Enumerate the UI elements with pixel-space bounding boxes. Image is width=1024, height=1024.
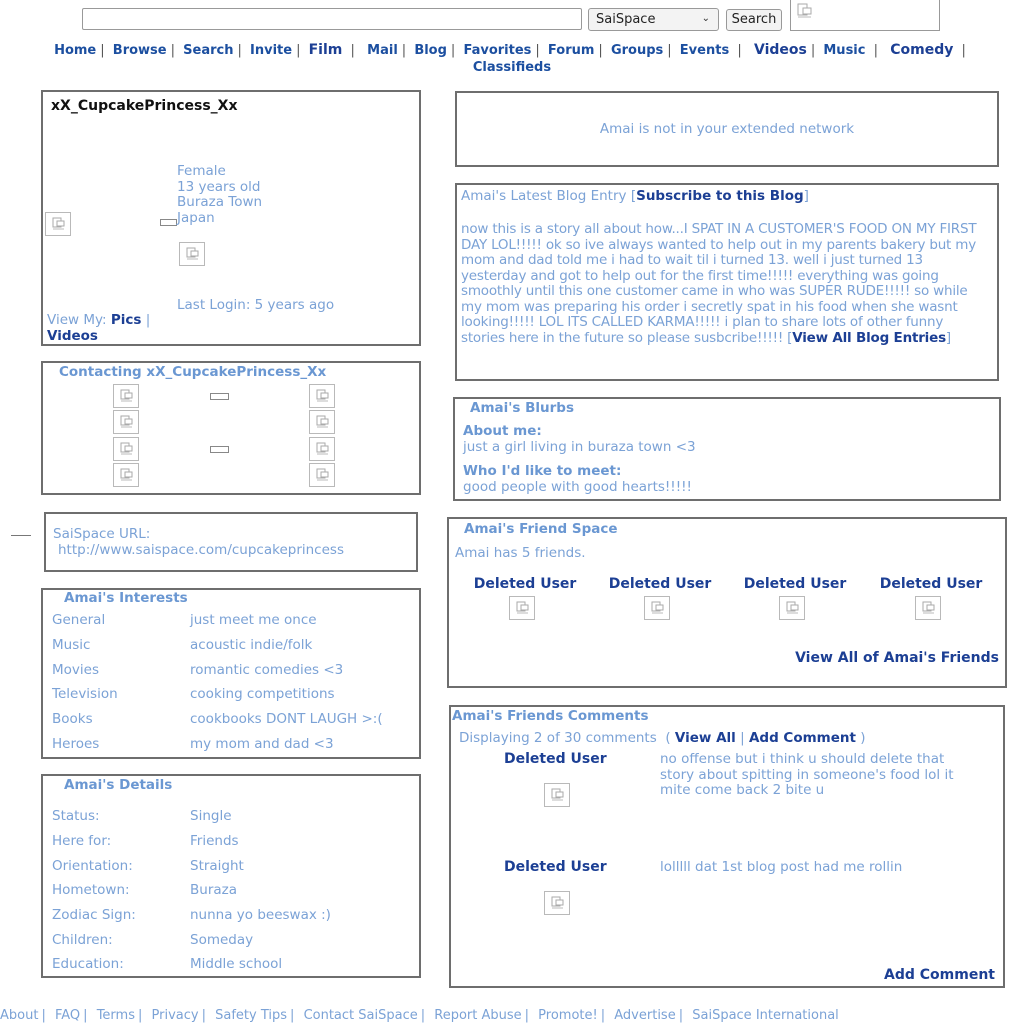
friend-name-link[interactable]: Deleted User — [879, 576, 983, 592]
view-all-comments-link[interactable]: View All — [674, 730, 736, 746]
detail-row — [52, 853, 331, 878]
footer-international[interactable]: SaiSpace International — [692, 1008, 839, 1023]
nav-music[interactable]: Music — [823, 43, 866, 58]
interest-value: my mom and dad <3 — [190, 735, 334, 752]
nav-home[interactable]: Home — [54, 43, 97, 58]
comment-author-photo[interactable] — [544, 783, 570, 807]
view-all-blog-link[interactable]: View All Blog Entries — [792, 329, 946, 346]
add-to-favorites-button[interactable] — [309, 437, 335, 461]
broken-image-icon — [316, 389, 330, 403]
nav-separator: | — [598, 43, 603, 58]
broken-image-icon — [316, 415, 330, 429]
nav-blog[interactable]: Blog — [414, 43, 447, 58]
friend-photo[interactable] — [915, 596, 941, 620]
footer-privacy[interactable]: Privacy — [151, 1008, 199, 1023]
comments-summary — [459, 730, 866, 746]
interest-row — [52, 682, 383, 707]
footer-safety-tips[interactable]: Safety Tips — [215, 1008, 288, 1023]
link-separator: | — [740, 730, 745, 746]
broken-image-icon — [120, 468, 134, 482]
nav-favorites[interactable]: Favorites — [463, 43, 532, 58]
comment-item — [451, 751, 1001, 851]
footer-report-abuse[interactable]: Report Abuse — [434, 1008, 522, 1023]
broken-image-icon — [52, 217, 66, 231]
footer-separator: | — [290, 1008, 295, 1023]
nav-film[interactable]: Film — [308, 42, 343, 58]
interest-label: Music — [52, 637, 91, 654]
bracket-open: [ — [630, 188, 637, 204]
view-my-links — [47, 312, 150, 344]
comment-author-link[interactable]: Deleted User — [504, 859, 607, 875]
friend-space-box — [447, 517, 1007, 688]
interest-row — [52, 633, 383, 658]
profile-url[interactable]: http://www.saispace.com/cupcakeprincess — [58, 542, 344, 558]
nav-groups[interactable]: Groups — [610, 43, 664, 58]
friend-count: Amai has 5 friends. — [455, 545, 586, 561]
profile-country: Japan — [177, 209, 215, 226]
interest-label: Television — [52, 686, 118, 703]
broken-image-icon — [120, 415, 134, 429]
banner-ad-image[interactable] — [790, 0, 940, 31]
footer-separator: | — [524, 1008, 530, 1023]
broken-image-icon — [516, 601, 530, 615]
footer-separator: | — [600, 1008, 606, 1023]
comments-box — [449, 705, 1005, 988]
footer-separator: | — [420, 1008, 426, 1023]
view-my-label: View My: — [47, 312, 107, 328]
interest-value: just meet me once — [190, 612, 317, 629]
interest-row — [52, 707, 383, 732]
interest-row — [52, 608, 383, 633]
detail-value: Middle school — [190, 956, 283, 973]
nav-separator: | — [667, 43, 672, 58]
detail-label: Hometown: — [52, 882, 130, 899]
footer-separator: | — [41, 1008, 46, 1023]
footer-separator: | — [137, 1008, 143, 1023]
network-box — [455, 91, 999, 167]
nav-separator: | — [170, 43, 176, 58]
detail-row — [52, 878, 331, 903]
status-image — [179, 242, 205, 266]
meet-text: good people with good hearts!!!!! — [463, 479, 692, 495]
comments-title: Amai's Friends Comments — [452, 708, 649, 724]
detail-row — [52, 804, 331, 829]
url-label: SaiSpace URL: — [53, 526, 151, 542]
comment-text: no offense but i think u should delete that story about spitting in someone's food lol it mite come back 2 bite u — [660, 751, 954, 798]
url-box — [44, 512, 418, 572]
view-pics-link[interactable]: Pics — [110, 312, 142, 328]
friend-space-title: Amai's Friend Space — [464, 521, 618, 537]
blog-text: now this is a story all about how...I SPAT IN A CUSTOMER'S FOOD ON MY FIRST DAY LOL!!!!! ok so ive always wanted to help out in my parents bakery but my mom and dad told me i had to wait til i turned 13. well i just turned 13 yesterday and got to help out for the first time!!!!! everything was going smoothly until this one customer came in who was SUPER RUDE!!!!! so while my mom was preparing his order i secretly spat in his food when she wasnt looking!!!!! LOL ITS CALLED KARMA!!!!! i plan to share lots of other funny stories here in the future so please susbcribe!!!!! — [461, 221, 977, 346]
detail-value: Straight — [190, 857, 244, 874]
comment-author-photo[interactable] — [544, 891, 570, 915]
detail-row — [52, 903, 331, 928]
footer-faq[interactable]: FAQ — [54, 1008, 81, 1023]
friend-item[interactable] — [469, 576, 581, 592]
nav-separator: | — [296, 43, 301, 58]
blog-title: Amai's Latest Blog Entry — [461, 188, 627, 204]
add-comment-link-bottom[interactable]: Add Comment — [884, 967, 995, 983]
detail-row — [52, 927, 331, 952]
broken-image-icon — [186, 247, 200, 261]
friend-photo[interactable] — [779, 596, 805, 620]
footer-advertise[interactable]: Advertise — [614, 1008, 676, 1023]
interest-label: General — [52, 612, 106, 629]
detail-label: Here for: — [52, 833, 112, 850]
interest-label: Heroes — [52, 735, 100, 752]
spacer-image — [210, 393, 229, 400]
contacting-box — [41, 361, 421, 495]
nav-separator: | — [810, 43, 816, 58]
interest-value: cookbooks DONT LAUGH >:( — [190, 711, 383, 728]
nav-separator: | — [237, 43, 242, 58]
nav-separator: | — [346, 43, 360, 58]
footer-about[interactable]: About — [0, 1008, 39, 1023]
broken-image-icon — [316, 442, 330, 456]
subscribe-blog-link[interactable]: Subscribe to this Blog — [636, 188, 804, 204]
meet-label: Who I'd like to meet: — [463, 463, 622, 479]
profile-box — [41, 90, 421, 346]
comment-text: lolllll dat 1st blog post had me rollin — [660, 859, 903, 875]
blog-header — [461, 188, 809, 204]
interests-table — [52, 608, 383, 756]
broken-image-icon — [797, 3, 813, 19]
friend-item[interactable] — [739, 576, 851, 592]
spacer-image — [210, 446, 229, 453]
nav-comedy[interactable]: Comedy — [890, 42, 954, 58]
profile-info — [177, 164, 262, 226]
broken-image-icon — [786, 601, 800, 615]
send-message-button[interactable] — [113, 384, 139, 408]
interest-value: romantic comedies <3 — [190, 661, 344, 678]
footer-terms[interactable]: Terms — [96, 1008, 135, 1023]
broken-image-icon — [651, 601, 665, 615]
interest-label: Books — [52, 711, 93, 728]
interest-value: acoustic indie/folk — [190, 637, 313, 654]
interest-value: cooking competitions — [190, 686, 335, 703]
last-login: Last Login: 5 years ago — [177, 297, 335, 313]
footer-contact[interactable]: Contact SaiSpace — [303, 1008, 418, 1023]
details-box — [41, 774, 421, 978]
detail-value: Someday — [190, 931, 254, 948]
chevron-down-icon: ⌄ — [701, 13, 710, 24]
dash-mark — [11, 535, 31, 536]
add-to-friends-button[interactable] — [309, 384, 335, 408]
view-videos-link[interactable]: Videos — [47, 328, 98, 344]
paren-close: ) — [860, 730, 866, 746]
friend-item[interactable] — [875, 576, 987, 592]
broken-image-icon — [316, 468, 330, 482]
add-to-group-button[interactable] — [309, 410, 335, 434]
about-me-text: just a girl living in buraza town <3 — [463, 439, 696, 455]
footer-links — [0, 1008, 1024, 1023]
nav-forum[interactable]: Forum — [547, 43, 595, 58]
broken-image-icon — [120, 389, 134, 403]
detail-value: Friends — [190, 833, 239, 850]
footer-separator: | — [83, 1008, 88, 1023]
details-title: Amai's Details — [64, 777, 173, 793]
profile-age: 13 years old — [177, 178, 261, 195]
nav-separator: | — [957, 43, 966, 58]
view-all-friends-link[interactable]: View All of Amai's Friends — [795, 650, 999, 666]
blog-box — [455, 183, 999, 381]
interest-row — [52, 657, 383, 682]
interest-row — [52, 731, 383, 756]
rank-user-button[interactable] — [309, 463, 335, 487]
interest-label: Movies — [52, 661, 99, 678]
nav-separator: | — [535, 43, 540, 58]
nav-videos[interactable]: Videos — [753, 42, 807, 58]
nav-separator: | — [401, 43, 407, 58]
blog-body — [461, 222, 991, 346]
blurbs-title: Amai's Blurbs — [470, 400, 575, 416]
detail-label: Children: — [52, 931, 113, 948]
friend-item[interactable] — [604, 576, 716, 592]
bracket-close: ] — [945, 329, 951, 346]
link-separator: | — [145, 312, 151, 328]
broken-image-icon — [922, 601, 936, 615]
profile-username: xX_CupcakePrincess_Xx — [51, 98, 238, 114]
detail-value: nunna yo beeswax :) — [190, 907, 331, 924]
interests-box — [41, 588, 421, 759]
broken-image-icon — [551, 788, 565, 802]
network-message: Amai is not in your extended network — [599, 121, 855, 137]
interests-title: Amai's Interests — [64, 590, 188, 606]
contacting-title: Contacting xX_CupcakePrincess_Xx — [59, 364, 327, 380]
nav-browse[interactable]: Browse — [112, 43, 167, 58]
nav-events[interactable]: Events — [679, 43, 730, 58]
instant-message-button[interactable] — [113, 410, 139, 434]
profile-city: Buraza Town — [177, 194, 263, 210]
forward-to-friend-button[interactable] — [113, 437, 139, 461]
detail-label: Zodiac Sign: — [52, 907, 136, 924]
nav-classifieds[interactable]: Classifieds — [472, 60, 552, 75]
online-indicator — [160, 219, 177, 226]
broken-image-icon — [120, 442, 134, 456]
friend-name-link[interactable]: Deleted User — [743, 576, 847, 592]
nav-invite[interactable]: Invite — [250, 43, 293, 58]
main-nav — [30, 42, 994, 76]
detail-value: Buraza — [190, 882, 237, 899]
search-button[interactable]: Search — [726, 9, 782, 31]
nav-mail[interactable]: Mail — [367, 43, 398, 58]
site-select[interactable] — [588, 8, 719, 31]
profile-photo[interactable] — [45, 212, 71, 236]
broken-image-icon — [551, 896, 565, 910]
add-comment-link-top[interactable]: Add Comment — [748, 730, 856, 746]
footer-separator: | — [201, 1008, 206, 1023]
detail-row — [52, 829, 331, 854]
friend-photo[interactable] — [644, 596, 670, 620]
comment-item — [451, 859, 1001, 959]
details-table — [52, 804, 331, 977]
bracket-open: [ — [787, 329, 793, 346]
site-select-value: SaiSpace — [596, 12, 656, 27]
search-input[interactable] — [82, 8, 582, 30]
detail-label: Education: — [52, 956, 124, 973]
footer-separator: | — [678, 1008, 684, 1023]
about-me-label: About me: — [463, 423, 542, 439]
detail-label: Status: — [52, 808, 100, 825]
footer-promote[interactable]: Promote! — [538, 1008, 598, 1023]
detail-value: Single — [190, 808, 232, 825]
nav-separator: | — [450, 43, 456, 58]
nav-separator: | — [869, 43, 883, 58]
nav-search[interactable]: Search — [183, 43, 234, 58]
friend-name-link[interactable]: Deleted User — [473, 576, 577, 592]
bracket-close: ] — [803, 188, 809, 204]
comment-author-link[interactable]: Deleted User — [504, 751, 607, 767]
detail-row — [52, 952, 331, 977]
block-user-button[interactable] — [113, 463, 139, 487]
nav-separator: | — [100, 43, 105, 58]
comments-count: Displaying 2 of 30 comments — [459, 730, 657, 746]
detail-label: Orientation: — [52, 857, 133, 874]
nav-separator: | — [733, 43, 746, 58]
paren-open: ( — [661, 730, 671, 746]
friend-name-link[interactable]: Deleted User — [608, 576, 712, 592]
profile-gender: Female — [177, 163, 226, 179]
blurbs-box — [453, 397, 1001, 501]
friend-photo[interactable] — [509, 596, 535, 620]
